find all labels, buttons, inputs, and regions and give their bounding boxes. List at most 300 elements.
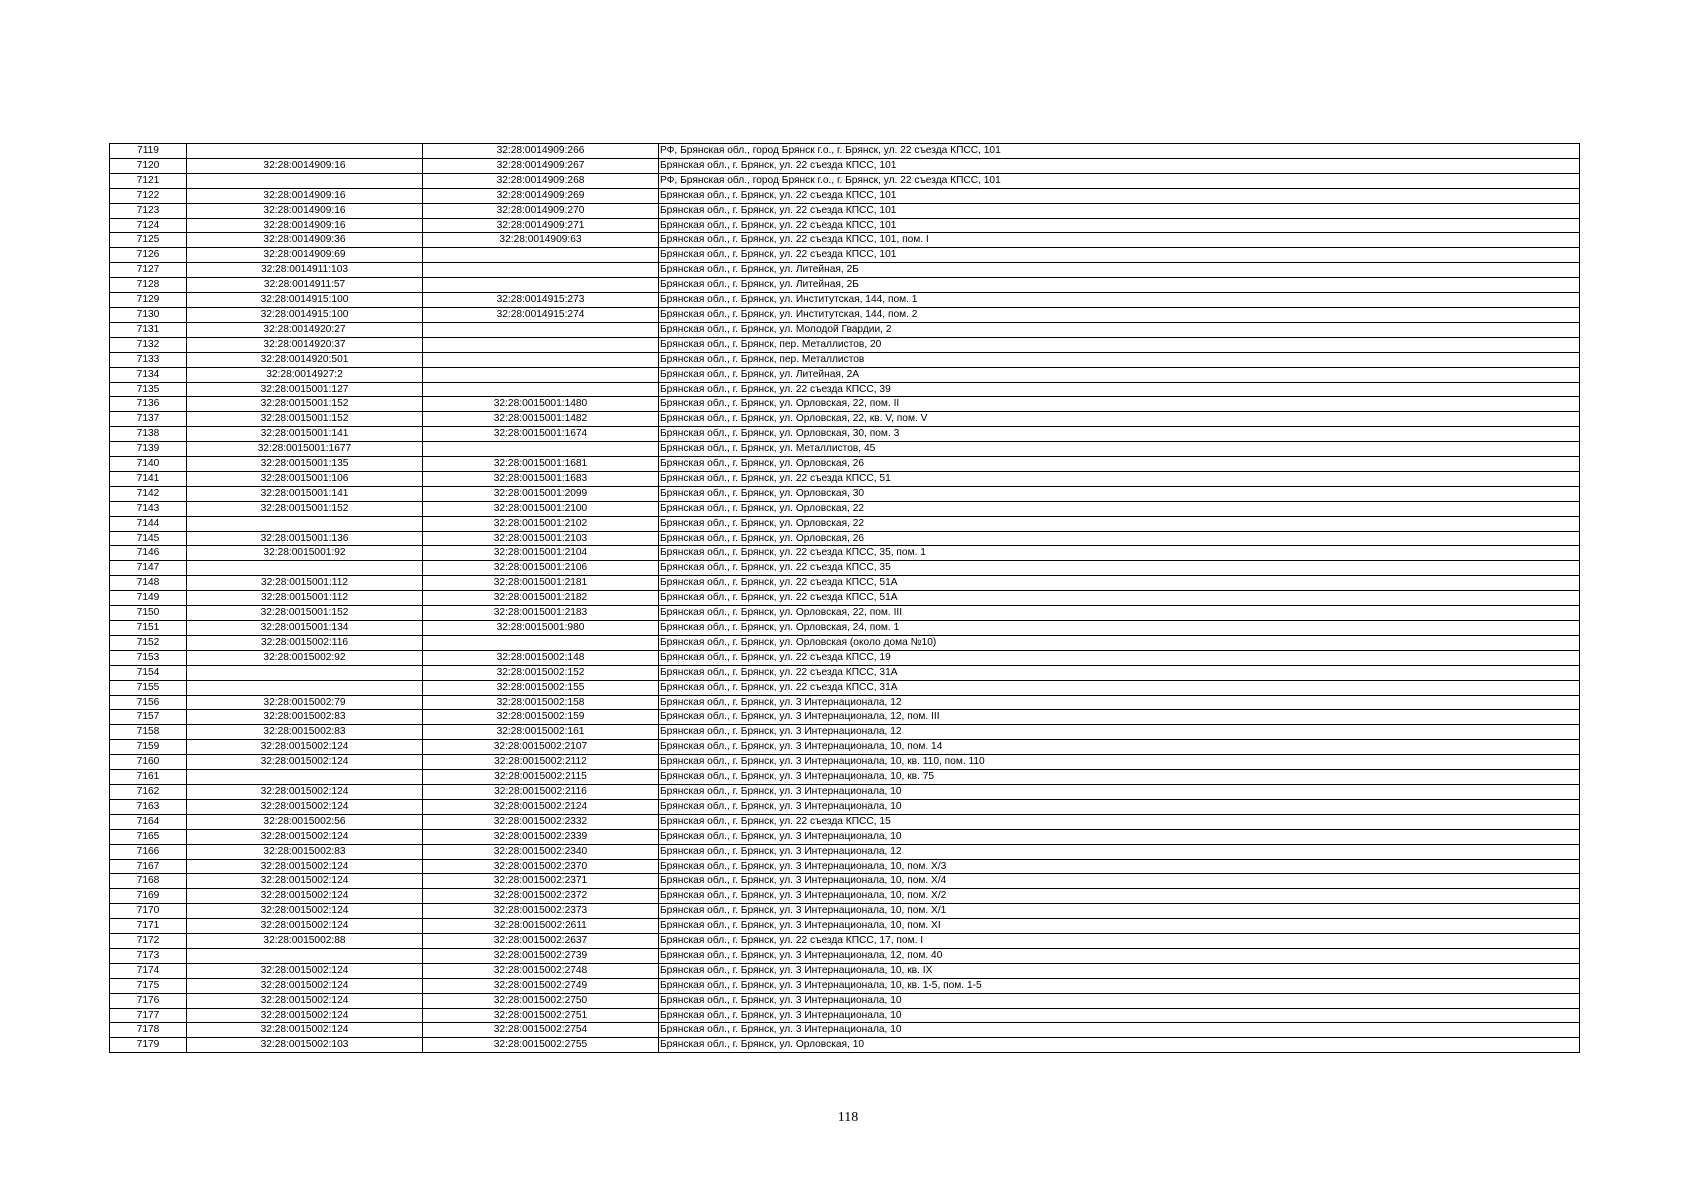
cadastral-number-cell: [423, 352, 659, 367]
table-row: [110, 188, 1580, 203]
parent-cadastral-number-cell: 32:28:0015002:124: [187, 889, 423, 904]
table-row: [110, 725, 1580, 740]
cadastral-number-cell: 32:28:0015002:2332: [423, 814, 659, 829]
table-row: [110, 367, 1580, 382]
address-cell: Брянская обл., г. Брянск, ул. 22 съезда КПСС, 51: [659, 471, 1580, 486]
property-register-table: [109, 143, 1580, 1053]
cadastral-number-cell: [423, 248, 659, 263]
row-number-cell: 7132: [110, 337, 187, 352]
table-row: [110, 740, 1580, 755]
parent-cadastral-number-cell: 32:28:0015001:152: [187, 606, 423, 621]
row-number-cell: 7147: [110, 561, 187, 576]
address-cell: Брянская обл., г. Брянск, ул. Орловская, 10: [659, 1038, 1580, 1053]
row-number-cell: 7127: [110, 263, 187, 278]
address-cell: Брянская обл., г. Брянск, ул. 3 Интернационала, 12: [659, 844, 1580, 859]
row-number-cell: 7160: [110, 755, 187, 770]
address-cell: Брянская обл., г. Брянск, ул. 3 Интернационала, 10, пом. 14: [659, 740, 1580, 755]
parent-cadastral-number-cell: 32:28:0015002:124: [187, 859, 423, 874]
table-row: [110, 337, 1580, 352]
table-row: [110, 158, 1580, 173]
cadastral-number-cell: [423, 337, 659, 352]
table-row: [110, 948, 1580, 963]
address-cell: Брянская обл., г. Брянск, ул. Орловская, 22, пом. II: [659, 397, 1580, 412]
table-row: [110, 934, 1580, 949]
cadastral-number-cell: 32:28:0015001:1681: [423, 457, 659, 472]
table-row: [110, 203, 1580, 218]
row-number-cell: 7169: [110, 889, 187, 904]
cadastral-number-cell: [423, 442, 659, 457]
cadastral-number-cell: 32:28:0015001:2106: [423, 561, 659, 576]
cadastral-number-cell: 32:28:0015002:2115: [423, 770, 659, 785]
row-number-cell: 7172: [110, 934, 187, 949]
address-cell: Брянская обл., г. Брянск, ул. 3 Интернационала, 10, пом. X/4: [659, 874, 1580, 889]
parent-cadastral-number-cell: 32:28:0014920:37: [187, 337, 423, 352]
parent-cadastral-number-cell: 32:28:0015002:56: [187, 814, 423, 829]
parent-cadastral-number-cell: 32:28:0014915:100: [187, 307, 423, 322]
cadastral-number-cell: 32:28:0015002:2340: [423, 844, 659, 859]
address-cell: Брянская обл., г. Брянск, ул. 3 Интернационала, 10: [659, 829, 1580, 844]
cadastral-number-cell: 32:28:0015002:2637: [423, 934, 659, 949]
table-row: [110, 755, 1580, 770]
address-cell: Брянская обл., г. Брянск, ул. Институтская, 144, пом. 2: [659, 307, 1580, 322]
parent-cadastral-number-cell: 32:28:0015001:112: [187, 576, 423, 591]
row-number-cell: 7144: [110, 516, 187, 531]
address-cell: Брянская обл., г. Брянск, ул. 3 Интернационала, 10, кв. 1-5, пом. 1-5: [659, 978, 1580, 993]
row-number-cell: 7158: [110, 725, 187, 740]
table-row: [110, 486, 1580, 501]
cadastral-number-cell: 32:28:0015001:2181: [423, 576, 659, 591]
cadastral-number-cell: [423, 367, 659, 382]
cadastral-number-cell: 32:28:0015002:2339: [423, 829, 659, 844]
parent-cadastral-number-cell: 32:28:0015002:124: [187, 829, 423, 844]
table-row: [110, 680, 1580, 695]
row-number-cell: 7170: [110, 904, 187, 919]
table-row: [110, 665, 1580, 680]
address-cell: Брянская обл., г. Брянск, ул. 3 Интернационала, 12: [659, 695, 1580, 710]
row-number-cell: 7129: [110, 293, 187, 308]
parent-cadastral-number-cell: 32:28:0015002:124: [187, 1008, 423, 1023]
address-cell: Брянская обл., г. Брянск, ул. 3 Интернационала, 10, пом. X/3: [659, 859, 1580, 874]
parent-cadastral-number-cell: 32:28:0014915:100: [187, 293, 423, 308]
row-number-cell: 7139: [110, 442, 187, 457]
parent-cadastral-number-cell: 32:28:0015002:83: [187, 844, 423, 859]
table-row: [110, 382, 1580, 397]
row-number-cell: 7157: [110, 710, 187, 725]
table-row: [110, 561, 1580, 576]
row-number-cell: 7165: [110, 829, 187, 844]
row-number-cell: 7125: [110, 233, 187, 248]
cadastral-number-cell: 32:28:0015002:2749: [423, 978, 659, 993]
row-number-cell: 7142: [110, 486, 187, 501]
row-number-cell: 7156: [110, 695, 187, 710]
address-cell: Брянская обл., г. Брянск, ул. Литейная, 2А: [659, 367, 1580, 382]
address-cell: Брянская обл., г. Брянск, ул. 3 Интернационала, 12, пом. III: [659, 710, 1580, 725]
row-number-cell: 7155: [110, 680, 187, 695]
address-cell: Брянская обл., г. Брянск, ул. Литейная, 2Б: [659, 263, 1580, 278]
row-number-cell: 7152: [110, 635, 187, 650]
address-cell: Брянская обл., г. Брянск, ул. Орловская, 22: [659, 501, 1580, 516]
table-row: [110, 621, 1580, 636]
parent-cadastral-number-cell: [187, 770, 423, 785]
row-number-cell: 7174: [110, 963, 187, 978]
row-number-cell: 7120: [110, 158, 187, 173]
parent-cadastral-number-cell: 32:28:0015002:88: [187, 934, 423, 949]
cadastral-number-cell: 32:28:0014915:273: [423, 293, 659, 308]
cadastral-number-cell: 32:28:0015002:2371: [423, 874, 659, 889]
table-row: [110, 144, 1580, 159]
row-number-cell: 7163: [110, 799, 187, 814]
row-number-cell: 7164: [110, 814, 187, 829]
table-row: [110, 978, 1580, 993]
row-number-cell: 7140: [110, 457, 187, 472]
cadastral-number-cell: 32:28:0015002:2750: [423, 993, 659, 1008]
cadastral-number-cell: 32:28:0015002:152: [423, 665, 659, 680]
address-cell: Брянская обл., г. Брянск, ул. 3 Интернационала, 10: [659, 1008, 1580, 1023]
table-row: [110, 1038, 1580, 1053]
parent-cadastral-number-cell: 32:28:0015001:1677: [187, 442, 423, 457]
parent-cadastral-number-cell: [187, 516, 423, 531]
address-cell: Брянская обл., г. Брянск, ул. 22 съезда КПСС, 51А: [659, 591, 1580, 606]
cadastral-number-cell: 32:28:0015001:2100: [423, 501, 659, 516]
address-cell: РФ, Брянская обл., город Брянск г.о., г. Брянск, ул. 22 съезда КПСС, 101: [659, 173, 1580, 188]
table-row: [110, 233, 1580, 248]
address-cell: Брянская обл., г. Брянск, ул. 3 Интернационала, 10, кв. 110, пом. 110: [659, 755, 1580, 770]
cadastral-number-cell: 32:28:0014909:269: [423, 188, 659, 203]
row-number-cell: 7166: [110, 844, 187, 859]
parent-cadastral-number-cell: 32:28:0015001:135: [187, 457, 423, 472]
cadastral-number-cell: [423, 278, 659, 293]
table-row: [110, 531, 1580, 546]
parent-cadastral-number-cell: 32:28:0015001:112: [187, 591, 423, 606]
cadastral-number-cell: 32:28:0015002:148: [423, 650, 659, 665]
address-cell: Брянская обл., г. Брянск, ул. Металлистов, 45: [659, 442, 1580, 457]
table-row: [110, 516, 1580, 531]
table-row: [110, 844, 1580, 859]
address-cell: Брянская обл., г. Брянск, ул. 3 Интернационала, 10: [659, 1023, 1580, 1038]
cadastral-number-cell: 32:28:0015001:2104: [423, 546, 659, 561]
table-row: [110, 501, 1580, 516]
parent-cadastral-number-cell: 32:28:0015001:92: [187, 546, 423, 561]
parent-cadastral-number-cell: 32:28:0015001:152: [187, 501, 423, 516]
parent-cadastral-number-cell: 32:28:0015002:83: [187, 725, 423, 740]
table-row: [110, 635, 1580, 650]
parent-cadastral-number-cell: 32:28:0014927:2: [187, 367, 423, 382]
parent-cadastral-number-cell: [187, 173, 423, 188]
table-row: [110, 307, 1580, 322]
parent-cadastral-number-cell: 32:28:0014920:27: [187, 322, 423, 337]
address-cell: Брянская обл., г. Брянск, ул. 22 съезда КПСС, 101: [659, 248, 1580, 263]
address-cell: Брянская обл., г. Брянск, ул. Орловская, 26: [659, 457, 1580, 472]
row-number-cell: 7119: [110, 144, 187, 159]
row-number-cell: 7130: [110, 307, 187, 322]
address-cell: Брянская обл., г. Брянск, пер. Металлистов: [659, 352, 1580, 367]
parent-cadastral-number-cell: [187, 948, 423, 963]
page-number: 118: [837, 1110, 859, 1125]
table-row: [110, 248, 1580, 263]
address-cell: Брянская обл., г. Брянск, ул. Орловская, 30: [659, 486, 1580, 501]
address-cell: Брянская обл., г. Брянск, ул. 22 съезда КПСС, 51А: [659, 576, 1580, 591]
address-cell: Брянская обл., г. Брянск, ул. Орловская (около дома №10): [659, 635, 1580, 650]
parent-cadastral-number-cell: 32:28:0015002:124: [187, 1023, 423, 1038]
table-row: [110, 859, 1580, 874]
address-cell: Брянская обл., г. Брянск, ул. 22 съезда КПСС, 15: [659, 814, 1580, 829]
parent-cadastral-number-cell: 32:28:0015001:152: [187, 412, 423, 427]
cadastral-number-cell: 32:28:0015002:158: [423, 695, 659, 710]
table-row: [110, 457, 1580, 472]
address-cell: Брянская обл., г. Брянск, ул. Орловская, 26: [659, 531, 1580, 546]
table-row: [110, 397, 1580, 412]
table-row: [110, 919, 1580, 934]
cadastral-number-cell: 32:28:0015001:980: [423, 621, 659, 636]
address-cell: Брянская обл., г. Брянск, ул. Орловская, 22, кв. V, пом. V: [659, 412, 1580, 427]
row-number-cell: 7148: [110, 576, 187, 591]
address-cell: Брянская обл., г. Брянск, пер. Металлистов, 20: [659, 337, 1580, 352]
address-cell: Брянская обл., г. Брянск, ул. 22 съезда КПСС, 19: [659, 650, 1580, 665]
row-number-cell: 7168: [110, 874, 187, 889]
parent-cadastral-number-cell: 32:28:0015002:103: [187, 1038, 423, 1053]
table-row: [110, 263, 1580, 278]
cadastral-number-cell: 32:28:0014915:274: [423, 307, 659, 322]
table-row: [110, 412, 1580, 427]
parent-cadastral-number-cell: 32:28:0015002:124: [187, 993, 423, 1008]
parent-cadastral-number-cell: 32:28:0015002:124: [187, 799, 423, 814]
address-cell: Брянская обл., г. Брянск, ул. 22 съезда КПСС, 31А: [659, 665, 1580, 680]
cadastral-number-cell: 32:28:0015002:159: [423, 710, 659, 725]
table-row: [110, 963, 1580, 978]
parent-cadastral-number-cell: 32:28:0014920:501: [187, 352, 423, 367]
address-cell: Брянская обл., г. Брянск, ул. 22 съезда КПСС, 35, пом. 1: [659, 546, 1580, 561]
parent-cadastral-number-cell: 32:28:0015001:141: [187, 427, 423, 442]
table-row: [110, 173, 1580, 188]
parent-cadastral-number-cell: 32:28:0015002:124: [187, 740, 423, 755]
table-row: [110, 650, 1580, 665]
table-row: [110, 710, 1580, 725]
table-row: [110, 218, 1580, 233]
parent-cadastral-number-cell: 32:28:0015002:124: [187, 755, 423, 770]
parent-cadastral-number-cell: 32:28:0015002:79: [187, 695, 423, 710]
parent-cadastral-number-cell: 32:28:0014909:16: [187, 158, 423, 173]
parent-cadastral-number-cell: [187, 561, 423, 576]
parent-cadastral-number-cell: 32:28:0015002:124: [187, 904, 423, 919]
cadastral-number-cell: 32:28:0015002:2755: [423, 1038, 659, 1053]
row-number-cell: 7141: [110, 471, 187, 486]
row-number-cell: 7124: [110, 218, 187, 233]
table-row: [110, 874, 1580, 889]
cadastral-number-cell: 32:28:0015002:2372: [423, 889, 659, 904]
parent-cadastral-number-cell: 32:28:0015002:124: [187, 978, 423, 993]
table-row: [110, 442, 1580, 457]
cadastral-number-cell: 32:28:0015001:2183: [423, 606, 659, 621]
parent-cadastral-number-cell: 32:28:0015002:83: [187, 710, 423, 725]
table-row: [110, 322, 1580, 337]
address-cell: Брянская обл., г. Брянск, ул. 22 съезда КПСС, 39: [659, 382, 1580, 397]
parent-cadastral-number-cell: 32:28:0014911:57: [187, 278, 423, 293]
address-cell: Брянская обл., г. Брянск, ул. 22 съезда КПСС, 101: [659, 158, 1580, 173]
cadastral-number-cell: [423, 322, 659, 337]
table-row: [110, 770, 1580, 785]
table-row: [110, 591, 1580, 606]
table-row: [110, 799, 1580, 814]
parent-cadastral-number-cell: 32:28:0015001:152: [187, 397, 423, 412]
row-number-cell: 7126: [110, 248, 187, 263]
address-cell: Брянская обл., г. Брянск, ул. 22 съезда КПСС, 101: [659, 188, 1580, 203]
table-row: [110, 889, 1580, 904]
table-row: [110, 278, 1580, 293]
cadastral-number-cell: 32:28:0014909:270: [423, 203, 659, 218]
row-number-cell: 7154: [110, 665, 187, 680]
cadastral-number-cell: 32:28:0015002:161: [423, 725, 659, 740]
parent-cadastral-number-cell: 32:28:0014909:69: [187, 248, 423, 263]
cadastral-number-cell: 32:28:0015001:2102: [423, 516, 659, 531]
parent-cadastral-number-cell: 32:28:0015002:116: [187, 635, 423, 650]
address-cell: Брянская обл., г. Брянск, ул. 22 съезда КПСС, 101: [659, 218, 1580, 233]
address-cell: Брянская обл., г. Брянск, ул. 22 съезда КПСС, 35: [659, 561, 1580, 576]
cadastral-number-cell: 32:28:0015002:2112: [423, 755, 659, 770]
row-number-cell: 7153: [110, 650, 187, 665]
row-number-cell: 7134: [110, 367, 187, 382]
row-number-cell: 7177: [110, 1008, 187, 1023]
cadastral-number-cell: 32:28:0014909:271: [423, 218, 659, 233]
table-row: [110, 606, 1580, 621]
address-cell: Брянская обл., г. Брянск, ул. 3 Интернационала, 10, пом. XI: [659, 919, 1580, 934]
row-number-cell: 7123: [110, 203, 187, 218]
row-number-cell: 7133: [110, 352, 187, 367]
table-row: [110, 829, 1580, 844]
parent-cadastral-number-cell: 32:28:0015001:136: [187, 531, 423, 546]
parent-cadastral-number-cell: 32:28:0015001:141: [187, 486, 423, 501]
table-row: [110, 576, 1580, 591]
cadastral-number-cell: 32:28:0015001:1480: [423, 397, 659, 412]
table-row: [110, 427, 1580, 442]
address-cell: Брянская обл., г. Брянск, ул. Орловская, 22, пом. III: [659, 606, 1580, 621]
cadastral-number-cell: 32:28:0015002:2116: [423, 784, 659, 799]
address-cell: Брянская обл., г. Брянск, ул. Институтская, 144, пом. 1: [659, 293, 1580, 308]
cadastral-number-cell: 32:28:0015002:2373: [423, 904, 659, 919]
table-row: [110, 352, 1580, 367]
row-number-cell: 7151: [110, 621, 187, 636]
address-cell: Брянская обл., г. Брянск, ул. 3 Интернационала, 10, кв. 75: [659, 770, 1580, 785]
address-cell: Брянская обл., г. Брянск, ул. 3 Интернационала, 10, кв. IX: [659, 963, 1580, 978]
register-table-body: [110, 144, 1580, 1053]
parent-cadastral-number-cell: 32:28:0015001:127: [187, 382, 423, 397]
row-number-cell: 7149: [110, 591, 187, 606]
address-cell: Брянская обл., г. Брянск, ул. 3 Интернационала, 12, пом. 40: [659, 948, 1580, 963]
cadastral-number-cell: 32:28:0015002:155: [423, 680, 659, 695]
parent-cadastral-number-cell: [187, 665, 423, 680]
row-number-cell: 7173: [110, 948, 187, 963]
row-number-cell: 7176: [110, 993, 187, 1008]
parent-cadastral-number-cell: 32:28:0015002:124: [187, 919, 423, 934]
address-cell: Брянская обл., г. Брянск, ул. 3 Интернационала, 10: [659, 799, 1580, 814]
table-row: [110, 784, 1580, 799]
cadastral-number-cell: [423, 263, 659, 278]
cadastral-number-cell: 32:28:0015001:1674: [423, 427, 659, 442]
address-cell: Брянская обл., г. Брянск, ул. Орловская, 30, пом. 3: [659, 427, 1580, 442]
address-cell: Брянская обл., г. Брянск, ул. 3 Интернационала, 10: [659, 993, 1580, 1008]
table-row: [110, 993, 1580, 1008]
parent-cadastral-number-cell: 32:28:0014911:103: [187, 263, 423, 278]
row-number-cell: 7171: [110, 919, 187, 934]
row-number-cell: 7143: [110, 501, 187, 516]
cadastral-number-cell: 32:28:0015001:1683: [423, 471, 659, 486]
parent-cadastral-number-cell: 32:28:0014909:16: [187, 203, 423, 218]
row-number-cell: 7146: [110, 546, 187, 561]
row-number-cell: 7179: [110, 1038, 187, 1053]
row-number-cell: 7136: [110, 397, 187, 412]
table-row: [110, 293, 1580, 308]
cadastral-number-cell: 32:28:0015002:2107: [423, 740, 659, 755]
row-number-cell: 7135: [110, 382, 187, 397]
table-row: [110, 471, 1580, 486]
row-number-cell: 7138: [110, 427, 187, 442]
address-cell: РФ, Брянская обл., город Брянск г.о., г. Брянск, ул. 22 съезда КПСС, 101: [659, 144, 1580, 159]
cadastral-number-cell: 32:28:0015001:2103: [423, 531, 659, 546]
parent-cadastral-number-cell: 32:28:0015001:134: [187, 621, 423, 636]
parent-cadastral-number-cell: 32:28:0014909:16: [187, 188, 423, 203]
table-row: [110, 1008, 1580, 1023]
row-number-cell: 7122: [110, 188, 187, 203]
cadastral-number-cell: 32:28:0015002:2739: [423, 948, 659, 963]
cadastral-number-cell: 32:28:0014909:63: [423, 233, 659, 248]
address-cell: Брянская обл., г. Брянск, ул. Молодой Гвардии, 2: [659, 322, 1580, 337]
cadastral-number-cell: 32:28:0015002:2611: [423, 919, 659, 934]
parent-cadastral-number-cell: 32:28:0014909:36: [187, 233, 423, 248]
parent-cadastral-number-cell: 32:28:0015002:92: [187, 650, 423, 665]
row-number-cell: 7178: [110, 1023, 187, 1038]
row-number-cell: 7161: [110, 770, 187, 785]
row-number-cell: 7121: [110, 173, 187, 188]
parent-cadastral-number-cell: 32:28:0015001:106: [187, 471, 423, 486]
address-cell: Брянская обл., г. Брянск, ул. Литейная, 2Б: [659, 278, 1580, 293]
parent-cadastral-number-cell: 32:28:0015002:124: [187, 784, 423, 799]
parent-cadastral-number-cell: [187, 144, 423, 159]
row-number-cell: 7150: [110, 606, 187, 621]
table-row: [110, 904, 1580, 919]
address-cell: Брянская обл., г. Брянск, ул. Орловская, 22: [659, 516, 1580, 531]
cadastral-number-cell: 32:28:0015002:2370: [423, 859, 659, 874]
row-number-cell: 7175: [110, 978, 187, 993]
parent-cadastral-number-cell: 32:28:0015002:124: [187, 963, 423, 978]
address-cell: Брянская обл., г. Брянск, ул. 22 съезда КПСС, 31А: [659, 680, 1580, 695]
address-cell: Брянская обл., г. Брянск, ул. 3 Интернационала, 10: [659, 784, 1580, 799]
address-cell: Брянская обл., г. Брянск, ул. 22 съезда КПСС, 101, пом. I: [659, 233, 1580, 248]
row-number-cell: 7162: [110, 784, 187, 799]
cadastral-number-cell: 32:28:0015001:2182: [423, 591, 659, 606]
address-cell: Брянская обл., г. Брянск, ул. 3 Интернационала, 12: [659, 725, 1580, 740]
cadastral-number-cell: 32:28:0015002:2124: [423, 799, 659, 814]
cadastral-number-cell: 32:28:0015002:2748: [423, 963, 659, 978]
cadastral-number-cell: 32:28:0014909:268: [423, 173, 659, 188]
parent-cadastral-number-cell: 32:28:0014909:16: [187, 218, 423, 233]
address-cell: Брянская обл., г. Брянск, ул. Орловская, 24, пом. 1: [659, 621, 1580, 636]
row-number-cell: 7131: [110, 322, 187, 337]
row-number-cell: 7128: [110, 278, 187, 293]
table-row: [110, 1023, 1580, 1038]
address-cell: Брянская обл., г. Брянск, ул. 22 съезда КПСС, 101: [659, 203, 1580, 218]
row-number-cell: 7145: [110, 531, 187, 546]
cadastral-number-cell: [423, 635, 659, 650]
parent-cadastral-number-cell: [187, 680, 423, 695]
cadastral-number-cell: [423, 382, 659, 397]
cadastral-number-cell: 32:28:0015001:2099: [423, 486, 659, 501]
cadastral-number-cell: 32:28:0015002:2754: [423, 1023, 659, 1038]
cadastral-number-cell: 32:28:0014909:266: [423, 144, 659, 159]
cadastral-number-cell: 32:28:0015002:2751: [423, 1008, 659, 1023]
address-cell: Брянская обл., г. Брянск, ул. 3 Интернационала, 10, пом. X/2: [659, 889, 1580, 904]
address-cell: Брянская обл., г. Брянск, ул. 3 Интернационала, 10, пом. X/1: [659, 904, 1580, 919]
table-row: [110, 814, 1580, 829]
table-row: [110, 695, 1580, 710]
